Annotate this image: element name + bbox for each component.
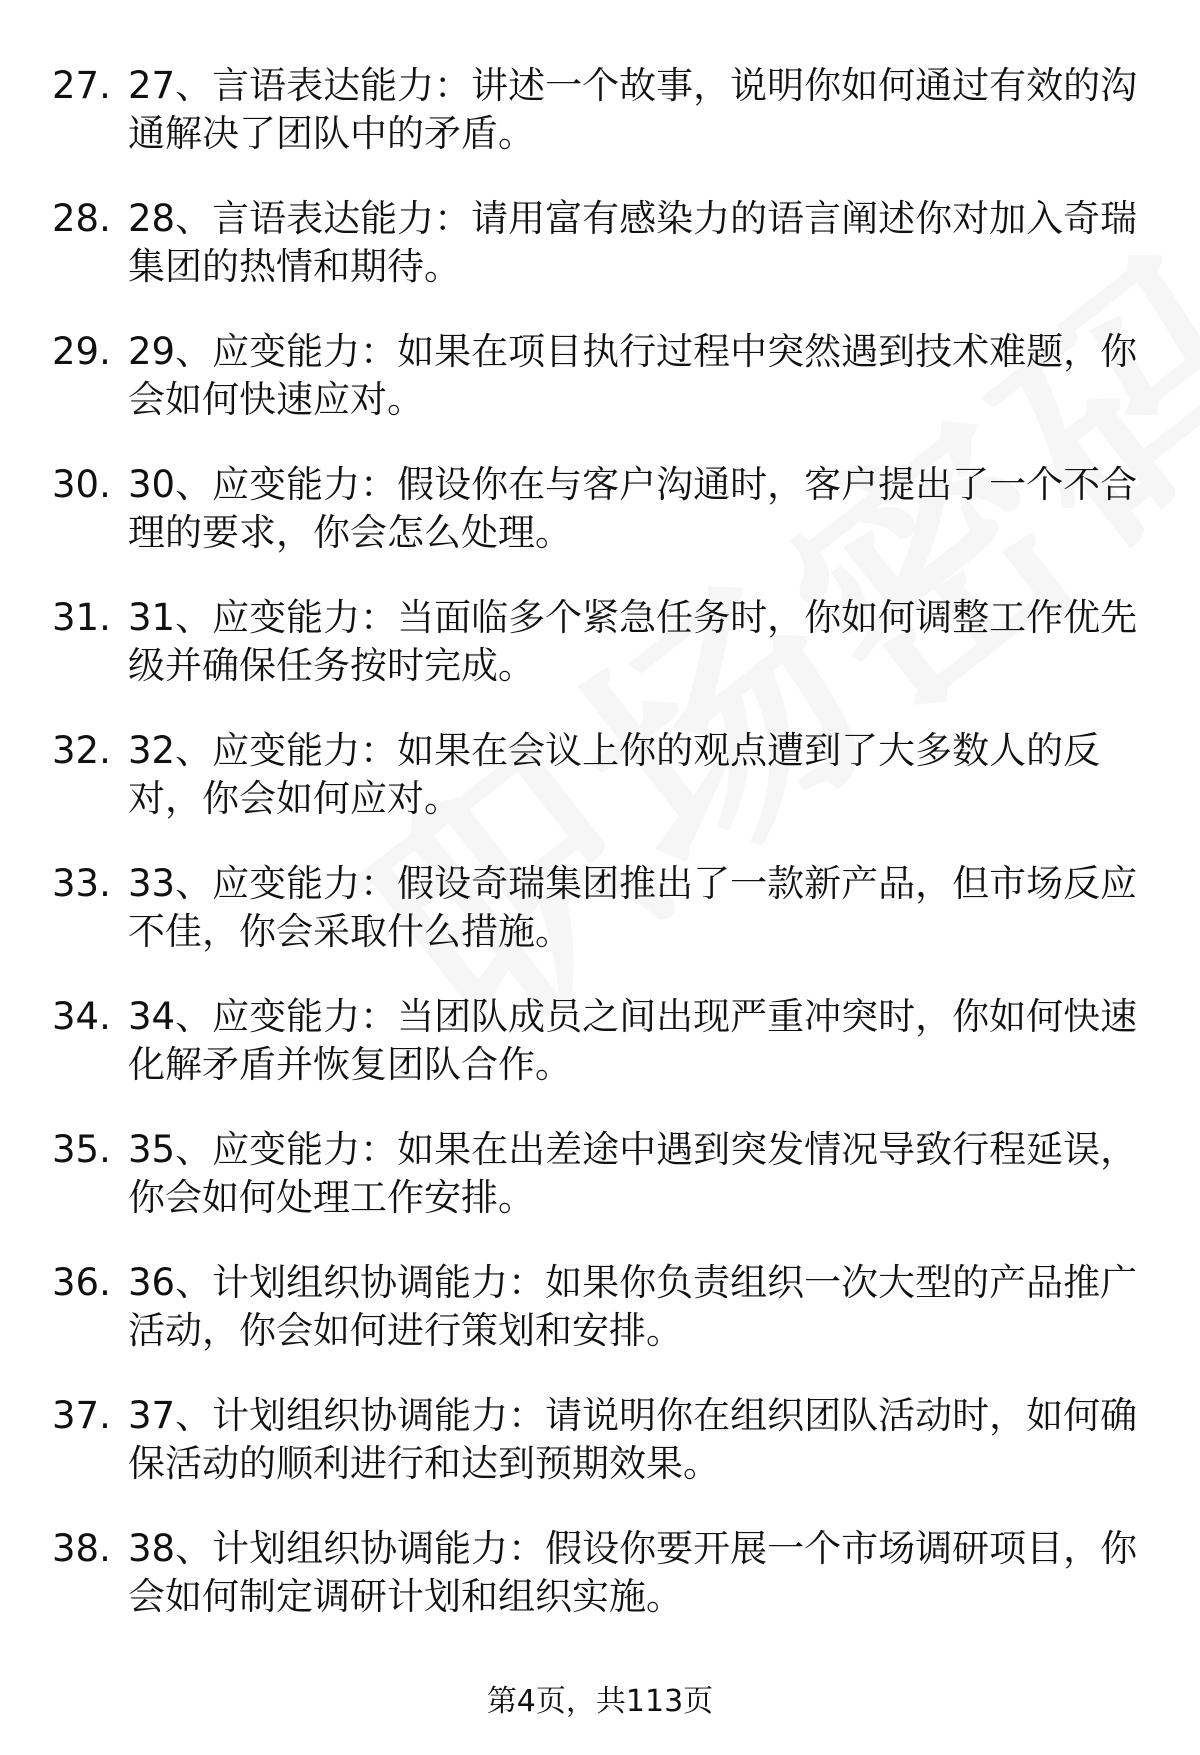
question-text: 28、言语表达能力：请用富有感染力的语言阐述你对加入奇瑞集团的热情和期待。 [128, 197, 1138, 288]
question-number: 33. [52, 862, 111, 905]
list-item [52, 1259, 1152, 1355]
list-item [52, 727, 1152, 823]
list-item [52, 1126, 1152, 1222]
question-text: 29、应变能力：如果在项目执行过程中突然遇到技术难题，你会如何快速应对。 [128, 330, 1138, 421]
question-text: 38、计划组织协调能力：假设你要开展一个市场调研项目，你会如何制定调研计划和组织实施。 [128, 1527, 1138, 1618]
list-item [52, 1392, 1152, 1488]
question-number: 30. [52, 463, 111, 506]
question-list [52, 62, 1152, 1658]
question-text: 27、言语表达能力：讲述一个故事，说明你如何通过有效的沟通解决了团队中的矛盾。 [128, 64, 1138, 155]
question-text: 34、应变能力：当团队成员之间出现严重冲突时，你如何快速化解矛盾并恢复团队合作。 [128, 995, 1138, 1086]
question-number: 34. [52, 995, 111, 1038]
question-number: 37. [52, 1394, 111, 1437]
list-item [52, 62, 1152, 158]
list-item [52, 328, 1152, 424]
list-item [52, 195, 1152, 291]
question-text: 30、应变能力：假设你在与客户沟通时，客户提出了一个不合理的要求，你会怎么处理。 [128, 463, 1138, 554]
page-number-footer: 第4页，共113页 [486, 1684, 714, 1719]
question-number: 27. [52, 64, 111, 107]
list-item [52, 461, 1152, 557]
question-text: 36、计划组织协调能力：如果你负责组织一次大型的产品推广活动，你会如何进行策划和安排。 [128, 1261, 1138, 1352]
list-item [52, 1525, 1152, 1621]
list-item [52, 993, 1152, 1089]
list-item [52, 860, 1152, 956]
question-number: 32. [52, 729, 111, 772]
question-text: 35、应变能力：如果在出差途中遇到突发情况导致行程延误，你会如何处理工作安排。 [128, 1128, 1138, 1219]
question-text: 32、应变能力：如果在会议上你的观点遭到了大多数人的反对，你会如何应对。 [128, 729, 1101, 820]
question-number: 35. [52, 1128, 111, 1171]
question-number: 29. [52, 330, 111, 373]
question-number: 31. [52, 596, 111, 639]
question-number: 36. [52, 1261, 111, 1304]
question-number: 38. [52, 1527, 111, 1570]
question-number: 28. [52, 197, 111, 240]
question-text: 31、应变能力：当面临多个紧急任务时，你如何调整工作优先级并确保任务按时完成。 [128, 596, 1138, 687]
list-item [52, 594, 1152, 690]
question-text: 33、应变能力：假设奇瑞集团推出了一款新产品，但市场反应不佳，你会采取什么措施。 [128, 862, 1138, 953]
question-text: 37、计划组织协调能力：请说明你在组织团队活动时，如何确保活动的顺利进行和达到预期效果。 [128, 1394, 1138, 1485]
